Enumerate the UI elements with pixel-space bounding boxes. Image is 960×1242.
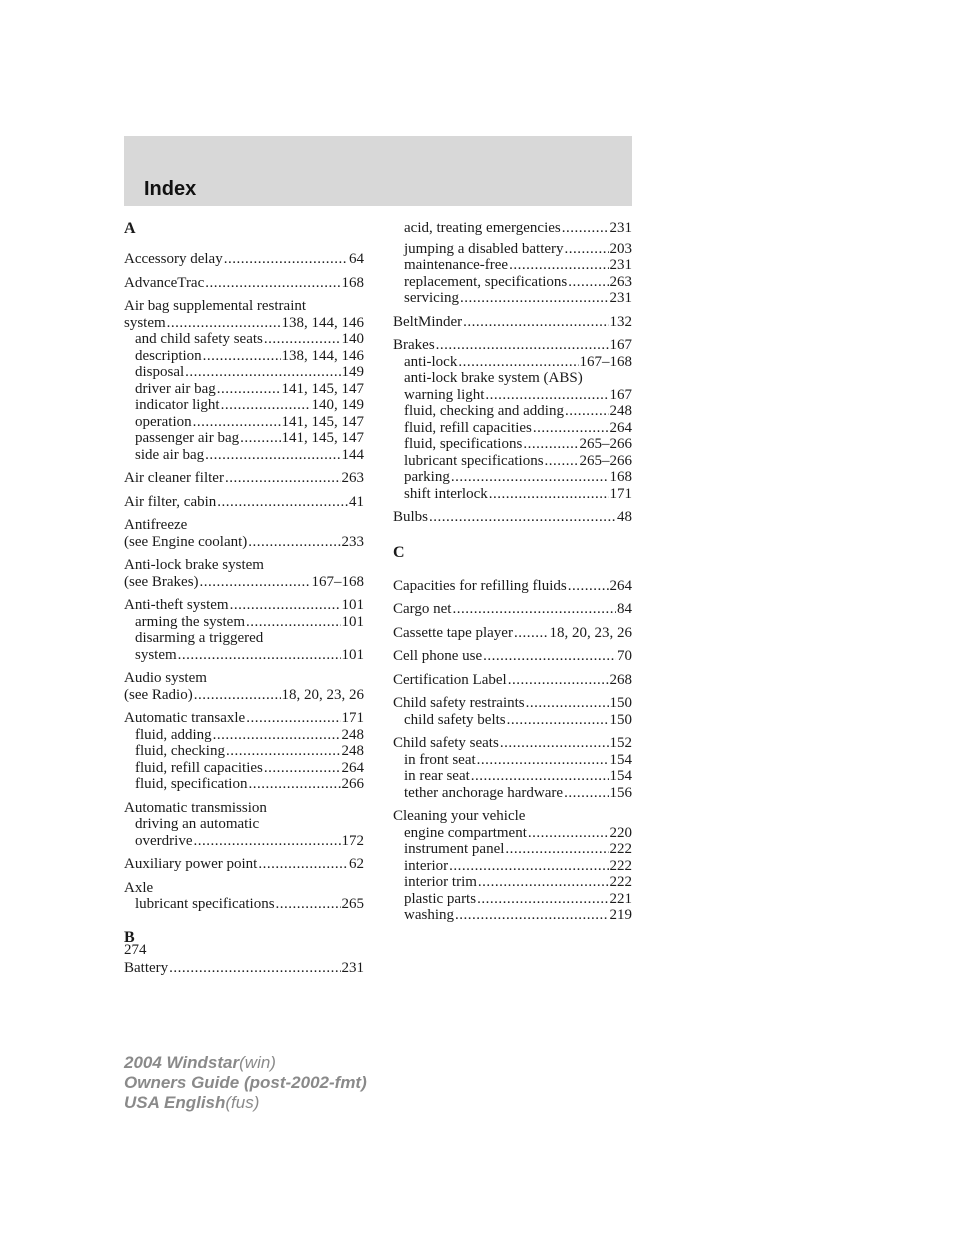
- index-subentry: anti-lock ..... 167–168: [393, 354, 632, 371]
- index-subentry: maintenance-free ..... 231: [393, 257, 632, 274]
- index-subentry: fluid, specification ..... 266: [124, 776, 364, 793]
- index-entry-heading: Axle: [124, 879, 154, 896]
- index-entry: Air filter, cabin ..... 41: [124, 494, 364, 511]
- index-subentry: in rear seat ..... 154: [393, 768, 632, 785]
- index-entry: (see Brakes) ..... 167–168: [124, 574, 364, 591]
- index-subentry: operation ..... 141, 145, 147: [124, 414, 364, 431]
- section-letter-a: A: [124, 220, 136, 237]
- index-subentry: interior ..... 222: [393, 858, 632, 875]
- index-subentry: child safety belts ..... 150: [393, 712, 632, 729]
- document-footer: [124, 1053, 367, 1113]
- index-entry: Auxiliary power point ..... 62: [124, 856, 364, 873]
- index-entry: Bulbs ..... 48: [393, 509, 632, 526]
- section-letter-b: B: [124, 928, 135, 946]
- index-subentry: warning light ..... 167: [393, 387, 632, 404]
- index-entry: Child safety restraints ..... 150: [393, 695, 632, 712]
- index-subentry-heading: driving an automatic: [135, 816, 260, 832]
- index-entry: Anti-theft system ..... 101: [124, 597, 364, 614]
- index-entry: (see Radio) ..... 18, 20, 23, 26: [124, 687, 364, 704]
- index-entry: BeltMinder ..... 132: [393, 314, 632, 331]
- index-subentry: overdrive ..... 172: [124, 833, 364, 850]
- index-subentry: washing ..... 219: [393, 907, 632, 924]
- index-entry: system ..... 138, 144, 146: [124, 315, 364, 332]
- index-subentry: description ..... 138, 144, 146: [124, 348, 364, 365]
- index-subentry: plastic parts ..... 221: [393, 891, 632, 908]
- index-entry: Automatic transaxle ..... 171: [124, 710, 364, 727]
- index-subentry: fluid, checking and adding ..... 248: [393, 403, 632, 420]
- footer-line-3: USA English(fus): [124, 1093, 260, 1112]
- index-entry: (see Engine coolant) ..... 233: [124, 534, 364, 551]
- index-subentry-heading: disarming a triggered: [135, 630, 264, 646]
- index-subentry: engine compartment ..... 220: [393, 825, 632, 842]
- header-band: [124, 136, 632, 206]
- index-subentry: replacement, specifications ..... 263: [393, 274, 632, 291]
- index-entry-heading: Anti-lock brake system: [124, 557, 264, 573]
- index-subentry: jumping a disabled battery ..... 203: [393, 241, 632, 258]
- index-entry-heading: Antifreeze: [124, 517, 188, 533]
- index-subentry: interior trim ..... 222: [393, 874, 632, 891]
- index-entry: Air cleaner filter ..... 263: [124, 470, 364, 487]
- index-entry-heading: Cleaning your vehicle: [393, 808, 526, 824]
- index-subentry: fluid, adding ..... 248: [124, 727, 364, 744]
- index-entry: Cargo net ..... 84: [393, 601, 632, 618]
- index-subentry: and child safety seats ..... 140: [124, 331, 364, 348]
- footer-line-1: 2004 Windstar(win): [124, 1053, 276, 1072]
- index-subentry: parking ..... 168: [393, 469, 632, 486]
- index-subentry: in front seat ..... 154: [393, 752, 632, 769]
- footer-line-2: Owners Guide (post-2002-fmt): [124, 1073, 367, 1092]
- index-subentry: acid, treating emergencies ..... 231: [393, 220, 632, 237]
- index-subentry: lubricant specifications ..... 265–266: [393, 453, 632, 470]
- index-subentry: tether anchorage hardware ..... 156: [393, 785, 632, 802]
- index-subentry: fluid, refill capacities ..... 264: [393, 420, 632, 437]
- page-number: 274: [124, 942, 147, 958]
- index-entry: Battery ..... 231: [124, 960, 364, 977]
- index-subentry: disposal ..... 149: [124, 364, 364, 381]
- index-entry: Child safety seats ..... 152: [393, 735, 632, 752]
- index-entry: Cassette tape player ..... 18, 20, 23, 26: [393, 625, 632, 642]
- index-column-right: [393, 220, 632, 924]
- index-subentry: fluid, specifications ..... 265–266: [393, 436, 632, 453]
- index-entry: Cell phone use ..... 70: [393, 648, 632, 665]
- index-entry: Accessory delay ..... 64: [124, 251, 364, 268]
- index-subentry: fluid, refill capacities ..... 264: [124, 760, 364, 777]
- index-subentry: driver air bag ..... 141, 145, 147: [124, 381, 364, 398]
- index-column-left: [124, 220, 364, 976]
- index-subentry: instrument panel ..... 222: [393, 841, 632, 858]
- index-subentry: side air bag ..... 144: [124, 447, 364, 464]
- section-letter-c: C: [393, 543, 405, 561]
- index-entry-heading: Air bag supplemental restraint: [124, 298, 307, 314]
- index-entry: Brakes ..... 167: [393, 337, 632, 354]
- index-subentry: fluid, checking ..... 248: [124, 743, 364, 760]
- index-subentry: indicator light ..... 140, 149: [124, 397, 364, 414]
- index-subentry: arming the system ..... 101: [124, 614, 364, 631]
- index-entry: AdvanceTrac ..... 168: [124, 275, 364, 292]
- index-entry: Certification Label ..... 268: [393, 672, 632, 689]
- index-entry: Capacities for refilling fluids ..... 264: [393, 578, 632, 595]
- index-subentry: system ..... 101: [124, 647, 364, 664]
- index-subentry: servicing ..... 231: [393, 290, 632, 307]
- index-entry-heading: Audio system: [124, 670, 207, 686]
- index-subentry-heading: anti-lock brake system (ABS): [404, 370, 583, 386]
- index-subentry: shift interlock ..... 171: [393, 486, 632, 503]
- index-subentry: lubricant specifications ..... 265: [124, 896, 364, 913]
- index-subentry: passenger air bag ..... 141, 145, 147: [124, 430, 364, 447]
- index-entry-heading: Automatic transmission: [124, 799, 267, 816]
- page-title: Index: [144, 178, 197, 200]
